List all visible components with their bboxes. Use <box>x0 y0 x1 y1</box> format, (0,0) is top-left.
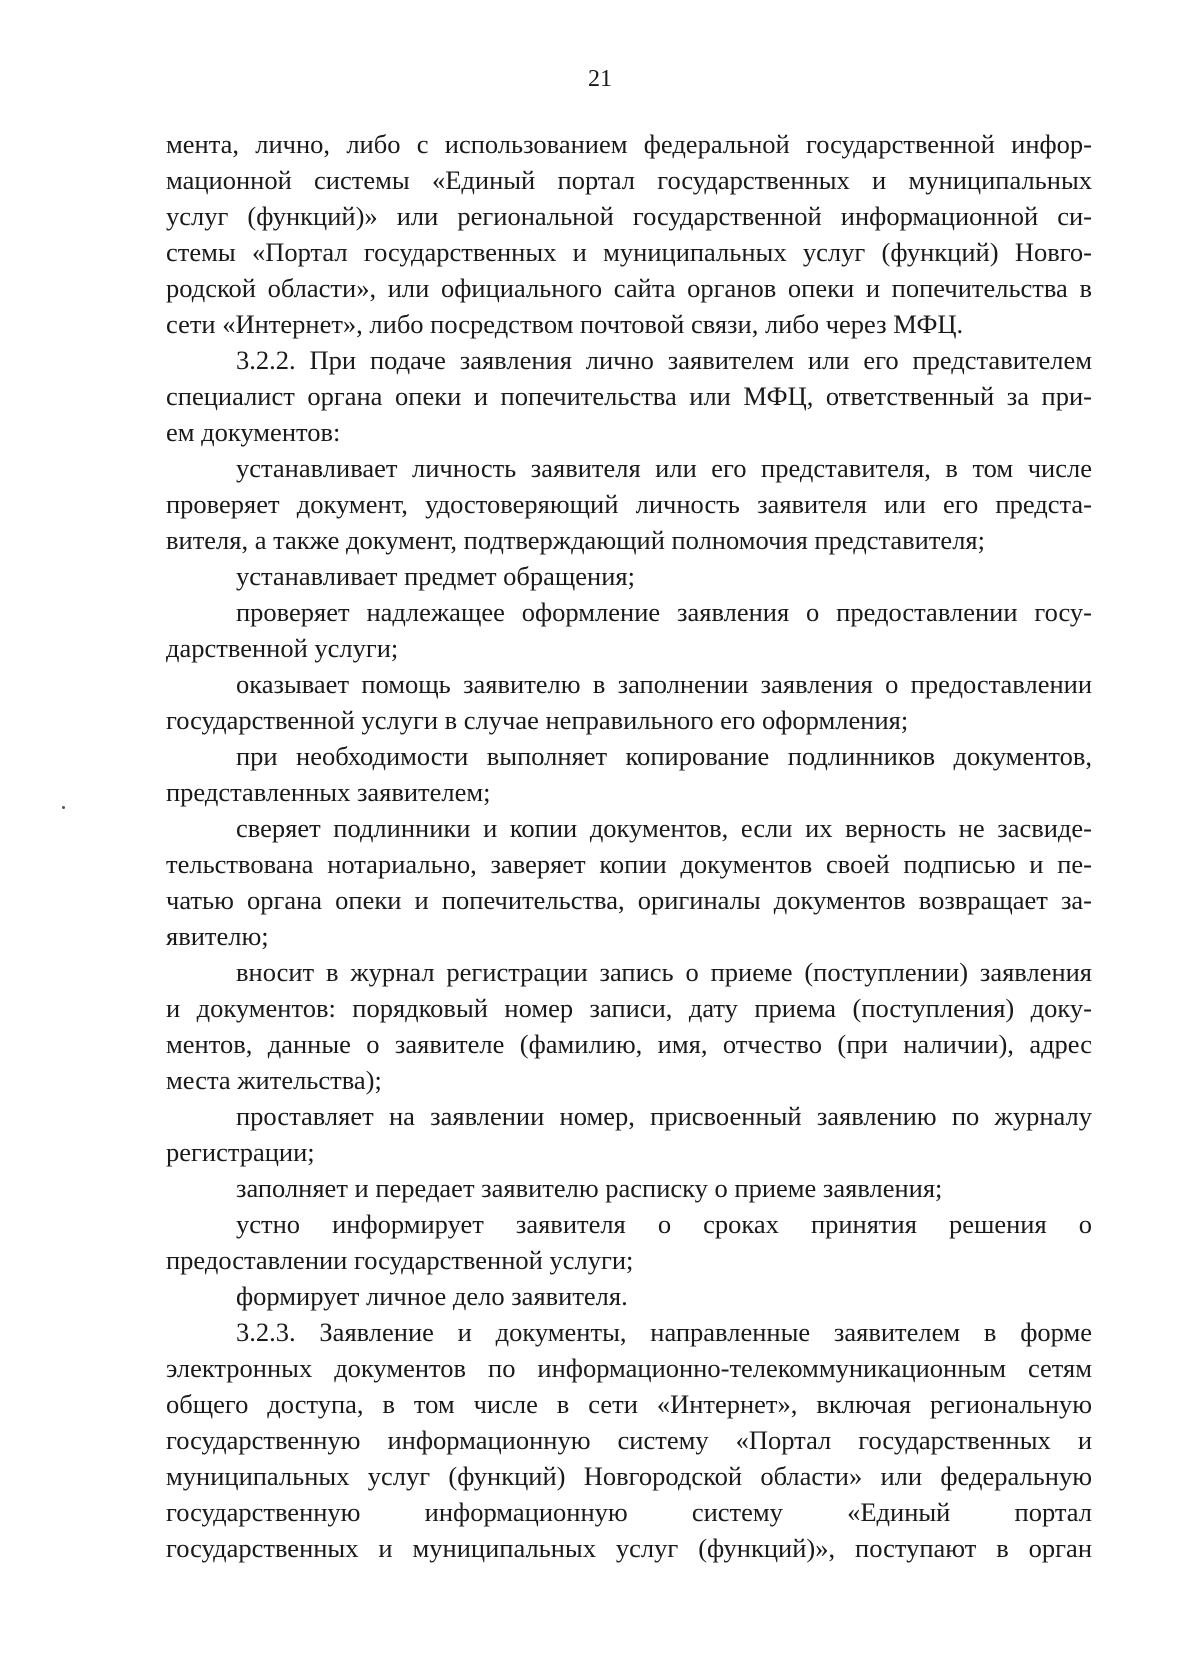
text-line: регистрации; <box>166 1137 315 1167</box>
text-line: электронных документов по информационно-телекоммуникационным сетям <box>166 1353 1092 1383</box>
text-line: оказывает помощь заявителю в заполнении заявления о предоставлении <box>236 669 1092 699</box>
text-line: проставляет на заявлении номер, присвоенный заявлению по журналу <box>236 1101 1092 1131</box>
page-number: 21 <box>588 66 612 92</box>
text-line: родской области», или официального сайта органов опеки и попечительства в <box>166 273 1092 303</box>
text-line: 3.2.3. Заявление и документы, направленные заявителем в форме <box>236 1317 1092 1347</box>
text-line: вителя, а также документ, подтверждающий полномочия представителя; <box>166 525 985 555</box>
text-line: и документов: порядковый номер записи, дату приема (поступления) доку- <box>166 993 1092 1023</box>
text-line: формирует личное дело заявителя. <box>236 1281 628 1311</box>
text-line: услуг (функций)» или региональной государственной информационной си- <box>166 201 1092 231</box>
text-line: устно информирует заявителя о сроках принятия решения о <box>236 1209 1092 1239</box>
text-line: специалист органа опеки и попечительства или МФЦ, ответственный за при- <box>166 381 1092 411</box>
scan-speck <box>62 806 65 809</box>
text-line: ментов, данные о заявителе (фамилию, имя, отчество (при наличии), адрес <box>166 1029 1092 1059</box>
text-line: проверяет документ, удостоверяющий личность заявителя или его предста- <box>166 489 1092 519</box>
text-line: мента, лично, либо с использованием федеральной государственной инфор- <box>166 129 1092 159</box>
text-line: тельствована нотариально, заверяет копии документов своей подписью и пе- <box>166 849 1092 879</box>
text-line: устанавливает предмет обращения; <box>236 561 635 591</box>
text-line: устанавливает личность заявителя или его представителя, в том числе <box>236 453 1092 483</box>
text-line: заполняет и передает заявителю расписку о приеме заявления; <box>236 1173 943 1203</box>
text-line: ем документов: <box>166 417 341 447</box>
text-line: государственную информационную систему «Портал государственных и <box>166 1425 1092 1455</box>
text-line: места жительства); <box>166 1065 382 1095</box>
text-line: вносит в журнал регистрации запись о приеме (поступлении) заявления <box>236 957 1092 987</box>
text-line: государственную информационную систему «Единый портал <box>166 1497 1092 1527</box>
text-line: государственных и муниципальных услуг (функций)», поступают в орган <box>166 1533 1092 1563</box>
text-line: предоставлении государственной услуги; <box>166 1245 634 1275</box>
text-line: при необходимости выполняет копирование подлинников документов, <box>236 741 1092 771</box>
text-line: проверяет надлежащее оформление заявления о предоставлении госу- <box>236 597 1092 627</box>
text-line: сети «Интернет», либо посредством почтовой связи, либо через МФЦ. <box>166 309 964 339</box>
text-line: представленных заявителем; <box>166 777 491 807</box>
document-body <box>166 126 1092 1566</box>
text-line: чатью органа опеки и попечительства, оригиналы документов возвращает за- <box>166 885 1092 915</box>
text-line: дарственной услуги; <box>166 633 399 663</box>
text-line: стемы «Портал государственных и муниципальных услуг (функций) Новго- <box>166 237 1092 267</box>
text-line: 3.2.2. При подаче заявления лично заявителем или его представителем <box>236 345 1092 375</box>
text-line: явителю; <box>166 921 269 951</box>
text-line: мационной системы «Единый портал государственных и муниципальных <box>166 165 1092 195</box>
text-line: сверяет подлинники и копии документов, если их верность не засвиде- <box>236 813 1092 843</box>
text-line: государственной услуги в случае неправильного его оформления; <box>166 705 909 735</box>
text-line: муниципальных услуг (функций) Новгородской области» или федеральную <box>166 1461 1092 1491</box>
text-line: общего доступа, в том числе в сети «Интернет», включая региональную <box>166 1389 1092 1419</box>
